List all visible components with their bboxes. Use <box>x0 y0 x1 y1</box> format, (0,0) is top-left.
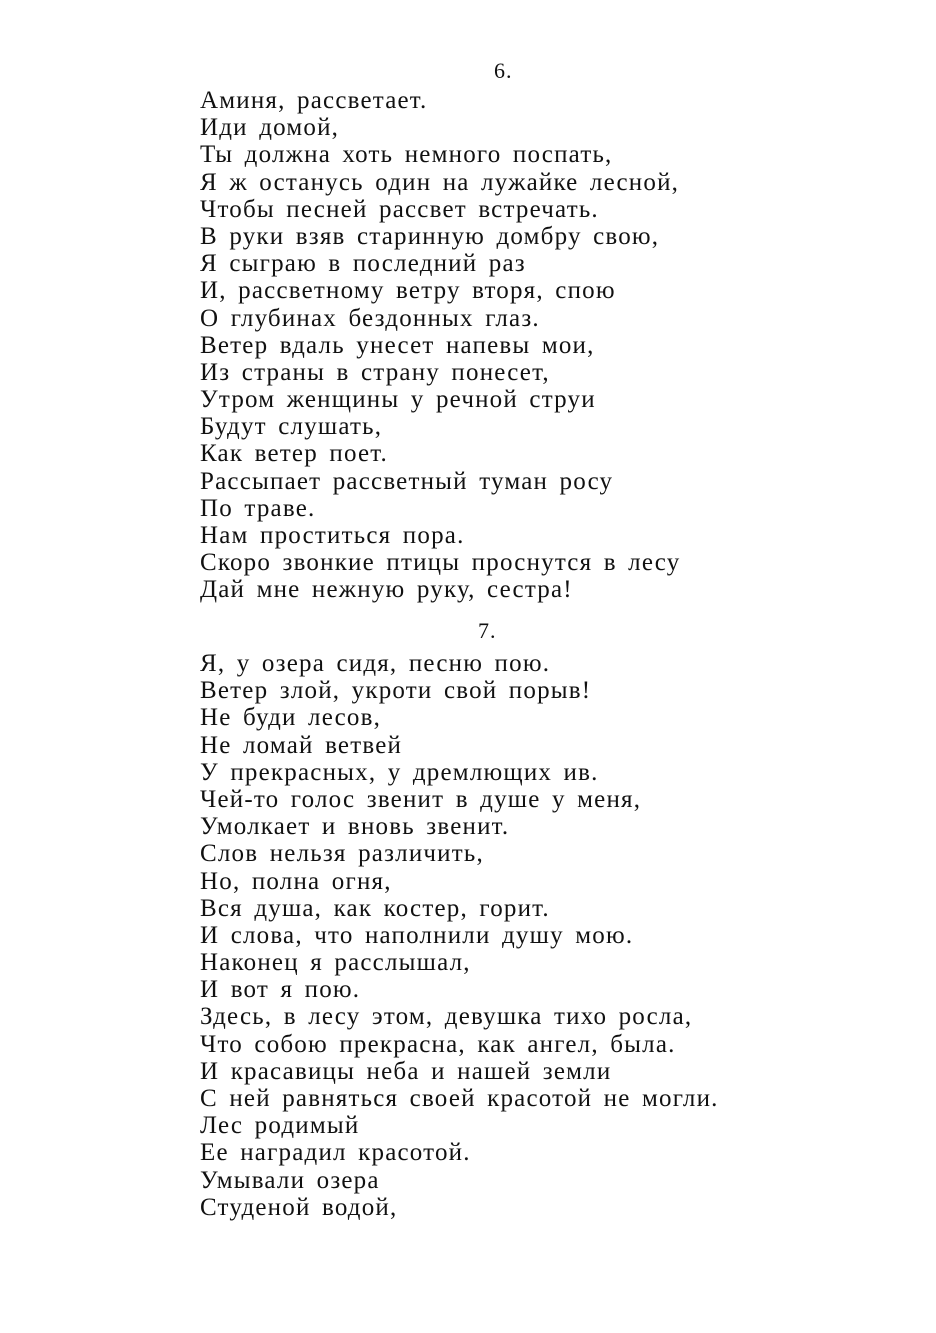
poem-line: Не буди лесов, <box>200 704 382 732</box>
poem-line: Скоро звонкие птицы проснутся в лесу <box>200 549 681 577</box>
poem-section-6 <box>200 87 680 604</box>
poem-line: Будут слушать, <box>200 413 383 441</box>
poem-line: Ветер вдаль унесет напевы мои, <box>200 331 595 359</box>
poem-line: Лес родимый <box>200 1112 360 1140</box>
poem-line: Нам проститься пора. <box>200 522 465 549</box>
poem-line: С ней равняться своей красотой не могли. <box>200 1085 719 1112</box>
poem-line: Студеной водой, <box>200 1193 398 1221</box>
poem-line: Ты должна хоть немного поспать, <box>200 141 613 169</box>
poem-line: Но, полна огня, <box>200 867 392 895</box>
poem-line: Аминя, рассветает. <box>200 87 428 114</box>
poem-line: Вся душа, как костер, горит. <box>200 894 550 922</box>
poem-line: Из страны в страну понесет, <box>200 358 550 386</box>
poem-line: Умывали озера <box>200 1166 380 1194</box>
poem-line: О глубинах бездонных глаз. <box>200 304 540 332</box>
poem-line: Я, у озера сидя, песню пою. <box>200 650 551 677</box>
poem-line: Иди домой, <box>200 114 340 142</box>
poem-line: И, рассветному ветру вторя, спою <box>200 277 616 305</box>
poem-line: Наконец я расслышал, <box>200 949 471 977</box>
poem-section-7 <box>200 650 719 1221</box>
poem-line: И слова, что наполнили душу мою. <box>200 921 634 949</box>
poem-line: Умолкает и вновь звенит. <box>200 813 510 841</box>
poem-line: Дай мне нежную руку, сестра! <box>200 576 573 604</box>
poem-line: И вот я пою. <box>200 976 361 1004</box>
poem-line: Рассыпает рассветный туман росу <box>200 467 614 495</box>
poem-line: Я сыграю в последний раз <box>200 250 526 278</box>
poem-line: Здесь, в лесу этом, девушка тихо росла, <box>200 1003 693 1031</box>
poem-line: Утром женщины у речной струи <box>200 386 596 414</box>
poem-line: В руки взяв старинную домбру свою, <box>200 222 660 250</box>
poem-line: Чтобы песней рассвет встречать. <box>200 195 599 223</box>
poem-line: Я ж останусь один на лужайке лесной, <box>200 168 680 196</box>
section-number: 7. <box>478 618 497 643</box>
poem-line: Ее наградил красотой. <box>200 1139 471 1167</box>
poem-line: И красавицы неба и нашей земли <box>200 1057 612 1085</box>
poem-line: Чей-то голос звенит в душе у меня, <box>200 785 642 813</box>
poem-line: Как ветер поет. <box>200 440 388 468</box>
poem-line: У прекрасных, у дремлющих ив. <box>200 758 599 786</box>
poem-line: Ветер злой, укроти свой порыв! <box>200 677 592 705</box>
section-number: 6. <box>494 58 513 83</box>
poem-line: По траве. <box>200 494 316 522</box>
poem-line: Слов нельзя различить, <box>200 840 484 868</box>
poem-line: Что собою прекрасна, как ангел, была. <box>200 1030 676 1058</box>
poem-line: Не ломай ветвей <box>200 731 403 759</box>
